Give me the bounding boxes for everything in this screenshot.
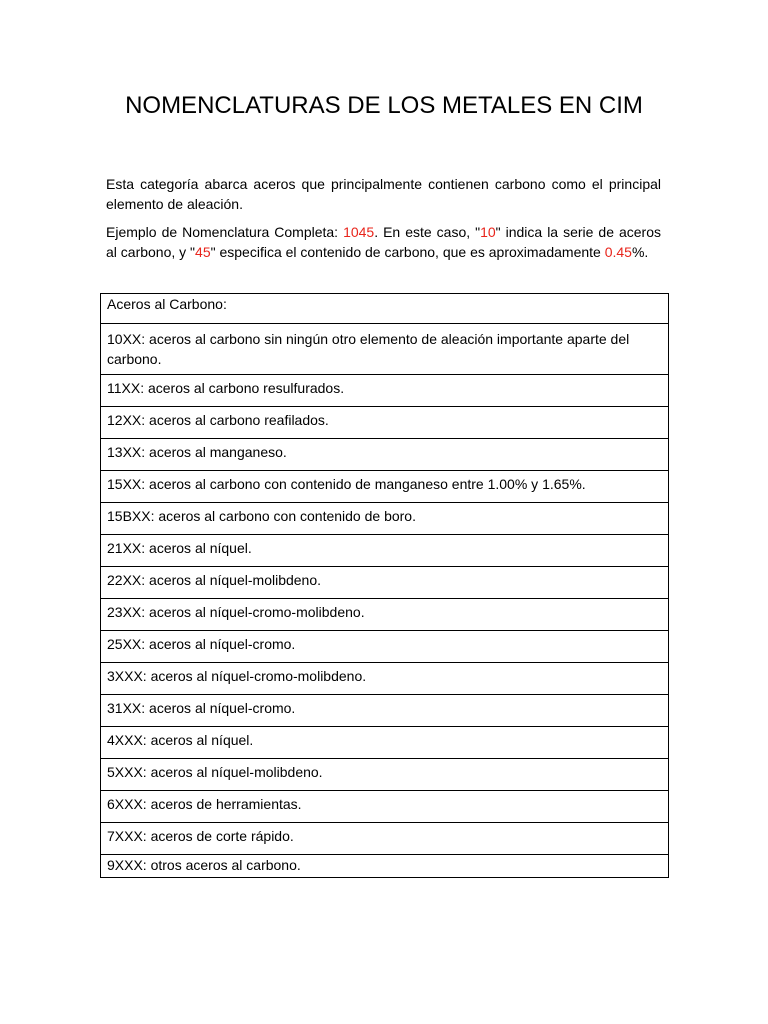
table-row	[101, 598, 669, 630]
example-paragraph	[106, 223, 661, 262]
table-header-cell: Aceros al Carbono:	[101, 294, 669, 324]
table-row	[101, 694, 669, 726]
table-cell: 31XX: aceros al níquel-cromo.	[101, 694, 669, 726]
table-row	[101, 854, 669, 878]
table-row	[101, 406, 669, 438]
page-title: NOMENCLATURAS DE LOS METALES EN CIM	[125, 92, 643, 119]
table-row	[101, 662, 669, 694]
series-digits: 10	[480, 224, 496, 240]
table-cell: 3XXX: aceros al níquel-cromo-molibdeno.	[101, 662, 669, 694]
table-cell: 15XX: aceros al carbono con contenido de manganeso entre 1.00% y 1.65%.	[101, 470, 669, 502]
example-text-2: . En este caso, "	[374, 224, 481, 240]
table-row	[101, 534, 669, 566]
table-row	[101, 438, 669, 470]
table-cell: 4XXX: aceros al níquel.	[101, 726, 669, 758]
table-cell: 6XXX: aceros de herramientas.	[101, 790, 669, 822]
steel-nomenclature-table	[100, 293, 669, 878]
table-row	[101, 374, 669, 406]
carbon-digits: 45	[195, 243, 211, 260]
table-cell: 5XXX: aceros al níquel-molibdeno.	[101, 758, 669, 790]
table-cell: 7XXX: aceros de corte rápido.	[101, 822, 669, 854]
table-cell: 9XXX: otros aceros al carbono.	[101, 854, 669, 878]
table-row	[101, 630, 669, 662]
table-cell: 13XX: aceros al manganeso.	[101, 438, 669, 470]
table-row	[101, 502, 669, 534]
table-header-row	[101, 294, 669, 324]
table-cell: 10XX: aceros al carbono sin ningún otro elemento de aleación importante aparte del carbono.	[101, 323, 669, 374]
table-cell: 25XX: aceros al níquel-cromo.	[101, 630, 669, 662]
example-text-3: " indica la serie de aceros al carbono, y "	[106, 224, 661, 260]
example-prefix: Ejemplo de Nomenclatura Completa:	[106, 224, 344, 240]
table-row	[101, 566, 669, 598]
table-row	[101, 822, 669, 854]
example-suffix: %.	[631, 243, 649, 260]
table-cell: 22XX: aceros al níquel-molibdeno.	[101, 566, 669, 598]
table-cell: 15BXX: aceros al carbono con contenido de boro.	[101, 502, 669, 534]
table-row	[101, 758, 669, 790]
table-row	[101, 470, 669, 502]
table-row	[101, 726, 669, 758]
table-cell: 11XX: aceros al carbono resulfurados.	[101, 374, 669, 406]
table-cell: 21XX: aceros al níquel.	[101, 534, 669, 566]
example-text-4: " especifica el contenido de carbono, que es aproximadamente	[210, 243, 605, 260]
intro-paragraph: Esta categoría abarca aceros que principalmente contienen carbono como el principal elemento de aleación.	[106, 176, 661, 212]
table-cell: 12XX: aceros al carbono reafilados.	[101, 406, 669, 438]
table-row	[101, 323, 669, 374]
table-row	[101, 790, 669, 822]
carbon-percent: 0.45	[604, 243, 632, 260]
example-code: 1045	[343, 224, 375, 240]
table-cell: 23XX: aceros al níquel-cromo-molibdeno.	[101, 598, 669, 630]
